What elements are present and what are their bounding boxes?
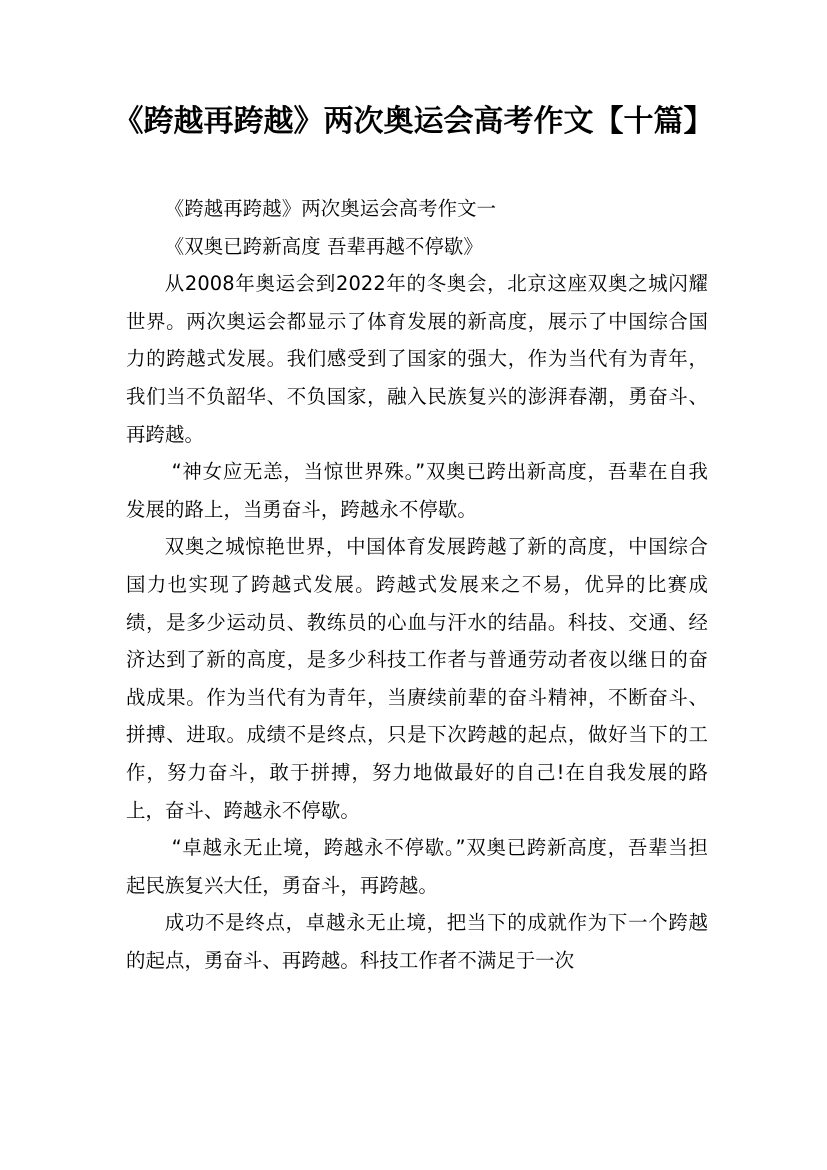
paragraph-body-1: 双奥之城惊艳世界，中国体育发展跨越了新的高度，中国综合国力也实现了跨越式发展。跨越式发展来之不易，优异的比赛成绩，是多少运动员、教练员的心血与汗水的结晶。科技、交通、经济达到了新的高度，是多少科技工作者与普通劳动者夜以继日的奋战成果。作为当代有为青年，当赓续前辈的奋斗精神，不断奋斗、拼搏、进取。成绩不是终点，只是下次跨越的起点，做好当下的工作，努力奋斗，敢于拼搏，努力地做最好的自己!在自我发展的路上，奋斗、跨越永不停歇。: [126, 535, 708, 822]
paragraph-essay-title: 《双奥已跨新高度 吾辈再越不停歇》: [164, 234, 483, 258]
paragraph-intro: 从2008年奥运会到2022年的冬奥会，北京这座双奥之城闪耀世界。两次奥运会都显示了体育发展的新高度，展示了中国综合国力的跨越式发展。我们感受到了国家的强大，作为当代有为青年，我们当不负韶华、不负国家，融入民族复兴的澎湃春潮，勇奋斗、再跨越。: [126, 272, 708, 446]
paragraph-quote-2: “卓越永无止境，跨越永不停歇。”双奥已跨新高度，吾辈当担起民族复兴大任，勇奋斗，再跨越。: [126, 836, 708, 897]
paragraph-quote-1: “神女应无恙，当惊世界殊。”双奥已跨出新高度，吾辈在自我发展的路上，当勇奋斗，跨越永不停歇。: [126, 460, 708, 521]
document-body: [126, 190, 708, 979]
paragraph-body-2: 成功不是终点，卓越永无止境，把当下的成就作为下一个跨越的起点，勇奋斗、再跨越。科技工作者不满足于一次: [126, 911, 708, 972]
paragraph-subtitle: 《跨越再跨越》两次奥运会高考作文一: [164, 197, 497, 220]
document-title: 《跨越再跨越》两次奥运会高考作文【十篇】: [113, 104, 714, 139]
